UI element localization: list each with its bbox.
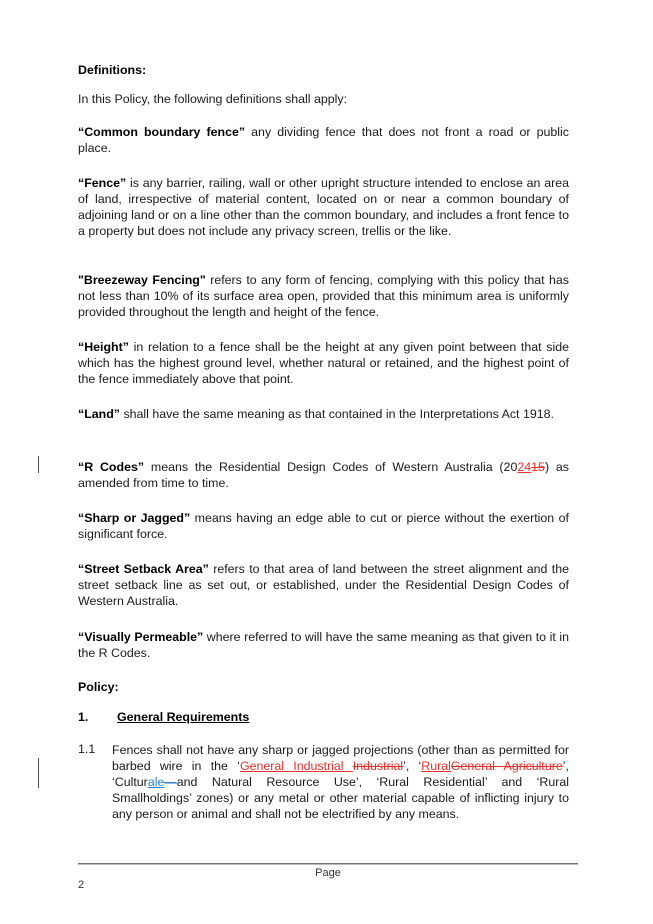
clause-text (112, 742, 569, 822)
definition-text: in relation to a fence shall be the height at any given point between that side which has the highest ground level, whether natural or retained, and the highest point of the fence immediately above that point. (78, 340, 569, 386)
footer-divider (78, 863, 578, 865)
definition-term: “Fence” (78, 176, 127, 190)
definition-term: “Land” (78, 407, 120, 421)
section-title: General Requirements (117, 710, 250, 724)
section-number: 1. (78, 710, 89, 724)
clause-text-part: and Natural Resource Use’, ‘Rural Residential’ and ‘Rural Smallholdings’ zones) or any metal or other material capable of inflicting injury to any person or animal and shall not be electrified by any means. (112, 775, 569, 821)
definition-term: “R Codes” (78, 460, 145, 474)
definition-term: “Height” (78, 340, 129, 354)
definition-text: is any barrier, railing, wall or other upright structure intended to enclose an area of land, irrespective of material content, located on or near a common boundary of adjoining land or on a line other than the common boundary, and includes a front fence to a property but does not include any privacy screen, trellis or the like. (78, 176, 569, 238)
definition-text: any dividing fence that does not front a road or public place. (78, 125, 570, 155)
tracked-deletion: — (164, 775, 177, 789)
definition-term: “Sharp or Jagged” (78, 511, 191, 525)
definition-text: refers to that area of land between the street alignment and the street setback line as set out, or established, under the Residential Design Codes of Western Australia. (78, 562, 569, 608)
definition-visually-permeable (78, 629, 569, 661)
definition-text: shall have the same meaning as that contained in the Interpretations Act 1918. (120, 407, 554, 421)
definition-term: “Visually Permeable” (78, 630, 204, 644)
change-bar (38, 758, 39, 788)
definitions-intro: In this Policy, the following definitions shall apply: (78, 92, 348, 106)
tracked-deletion: 15 (531, 460, 545, 474)
definition-text: ) as amended from time to time. (78, 460, 570, 490)
policy-heading: Policy: (78, 680, 119, 694)
clause-text-part: ’, ‘Cultur (112, 759, 569, 789)
definition-common-boundary-fence (78, 124, 569, 156)
definition-term: “Common boundary fence” (78, 125, 246, 139)
definition-breezeway-fencing (78, 272, 569, 320)
definition-r-codes (78, 459, 569, 491)
tracked-insertion: Rural (421, 759, 451, 773)
tracked-insertion: General Industrial (239, 759, 353, 773)
clause-text-part: Fences shall not have any sharp or jagged projections (other than as permitted for barbed wire in the ‘ (112, 743, 569, 773)
definition-fence (78, 175, 569, 239)
clause-number: 1.1 (78, 742, 96, 756)
definition-text: means having an edge able to cut or pierce without the exertion of significant force. (78, 511, 569, 541)
footer-page-label: Page (315, 867, 341, 879)
clause-text-part: ’, ‘ (403, 759, 422, 773)
definition-sharp-or-jagged (78, 510, 569, 542)
definition-text: where referred to will have the same meaning as that given to it in the R Codes. (78, 630, 570, 660)
footer-page-number: 2 (78, 879, 85, 891)
definition-land (78, 406, 569, 422)
definition-term: "Breezeway Fencing" (78, 273, 206, 287)
definition-street-setback-area (78, 561, 569, 609)
tracked-insertion: 24 (517, 460, 532, 474)
definition-text: refers to any form of fencing, complying with this policy that has not less than 10% of its surface area open, provided that this minimum area is uniformly provided throughout the length and height of the fence. (78, 273, 570, 319)
definitions-heading: Definitions: (78, 63, 147, 77)
tracked-deletion: Industrial (352, 759, 404, 773)
tracked-insertion: ale (147, 775, 165, 789)
change-bar (38, 456, 39, 473)
definition-height (78, 339, 569, 387)
definition-text: means the Residential Design Codes of Western Australia (20 (144, 460, 518, 474)
tracked-deletion: General Agriculture (450, 759, 563, 773)
definition-term: “Street Setback Area” (78, 562, 209, 576)
